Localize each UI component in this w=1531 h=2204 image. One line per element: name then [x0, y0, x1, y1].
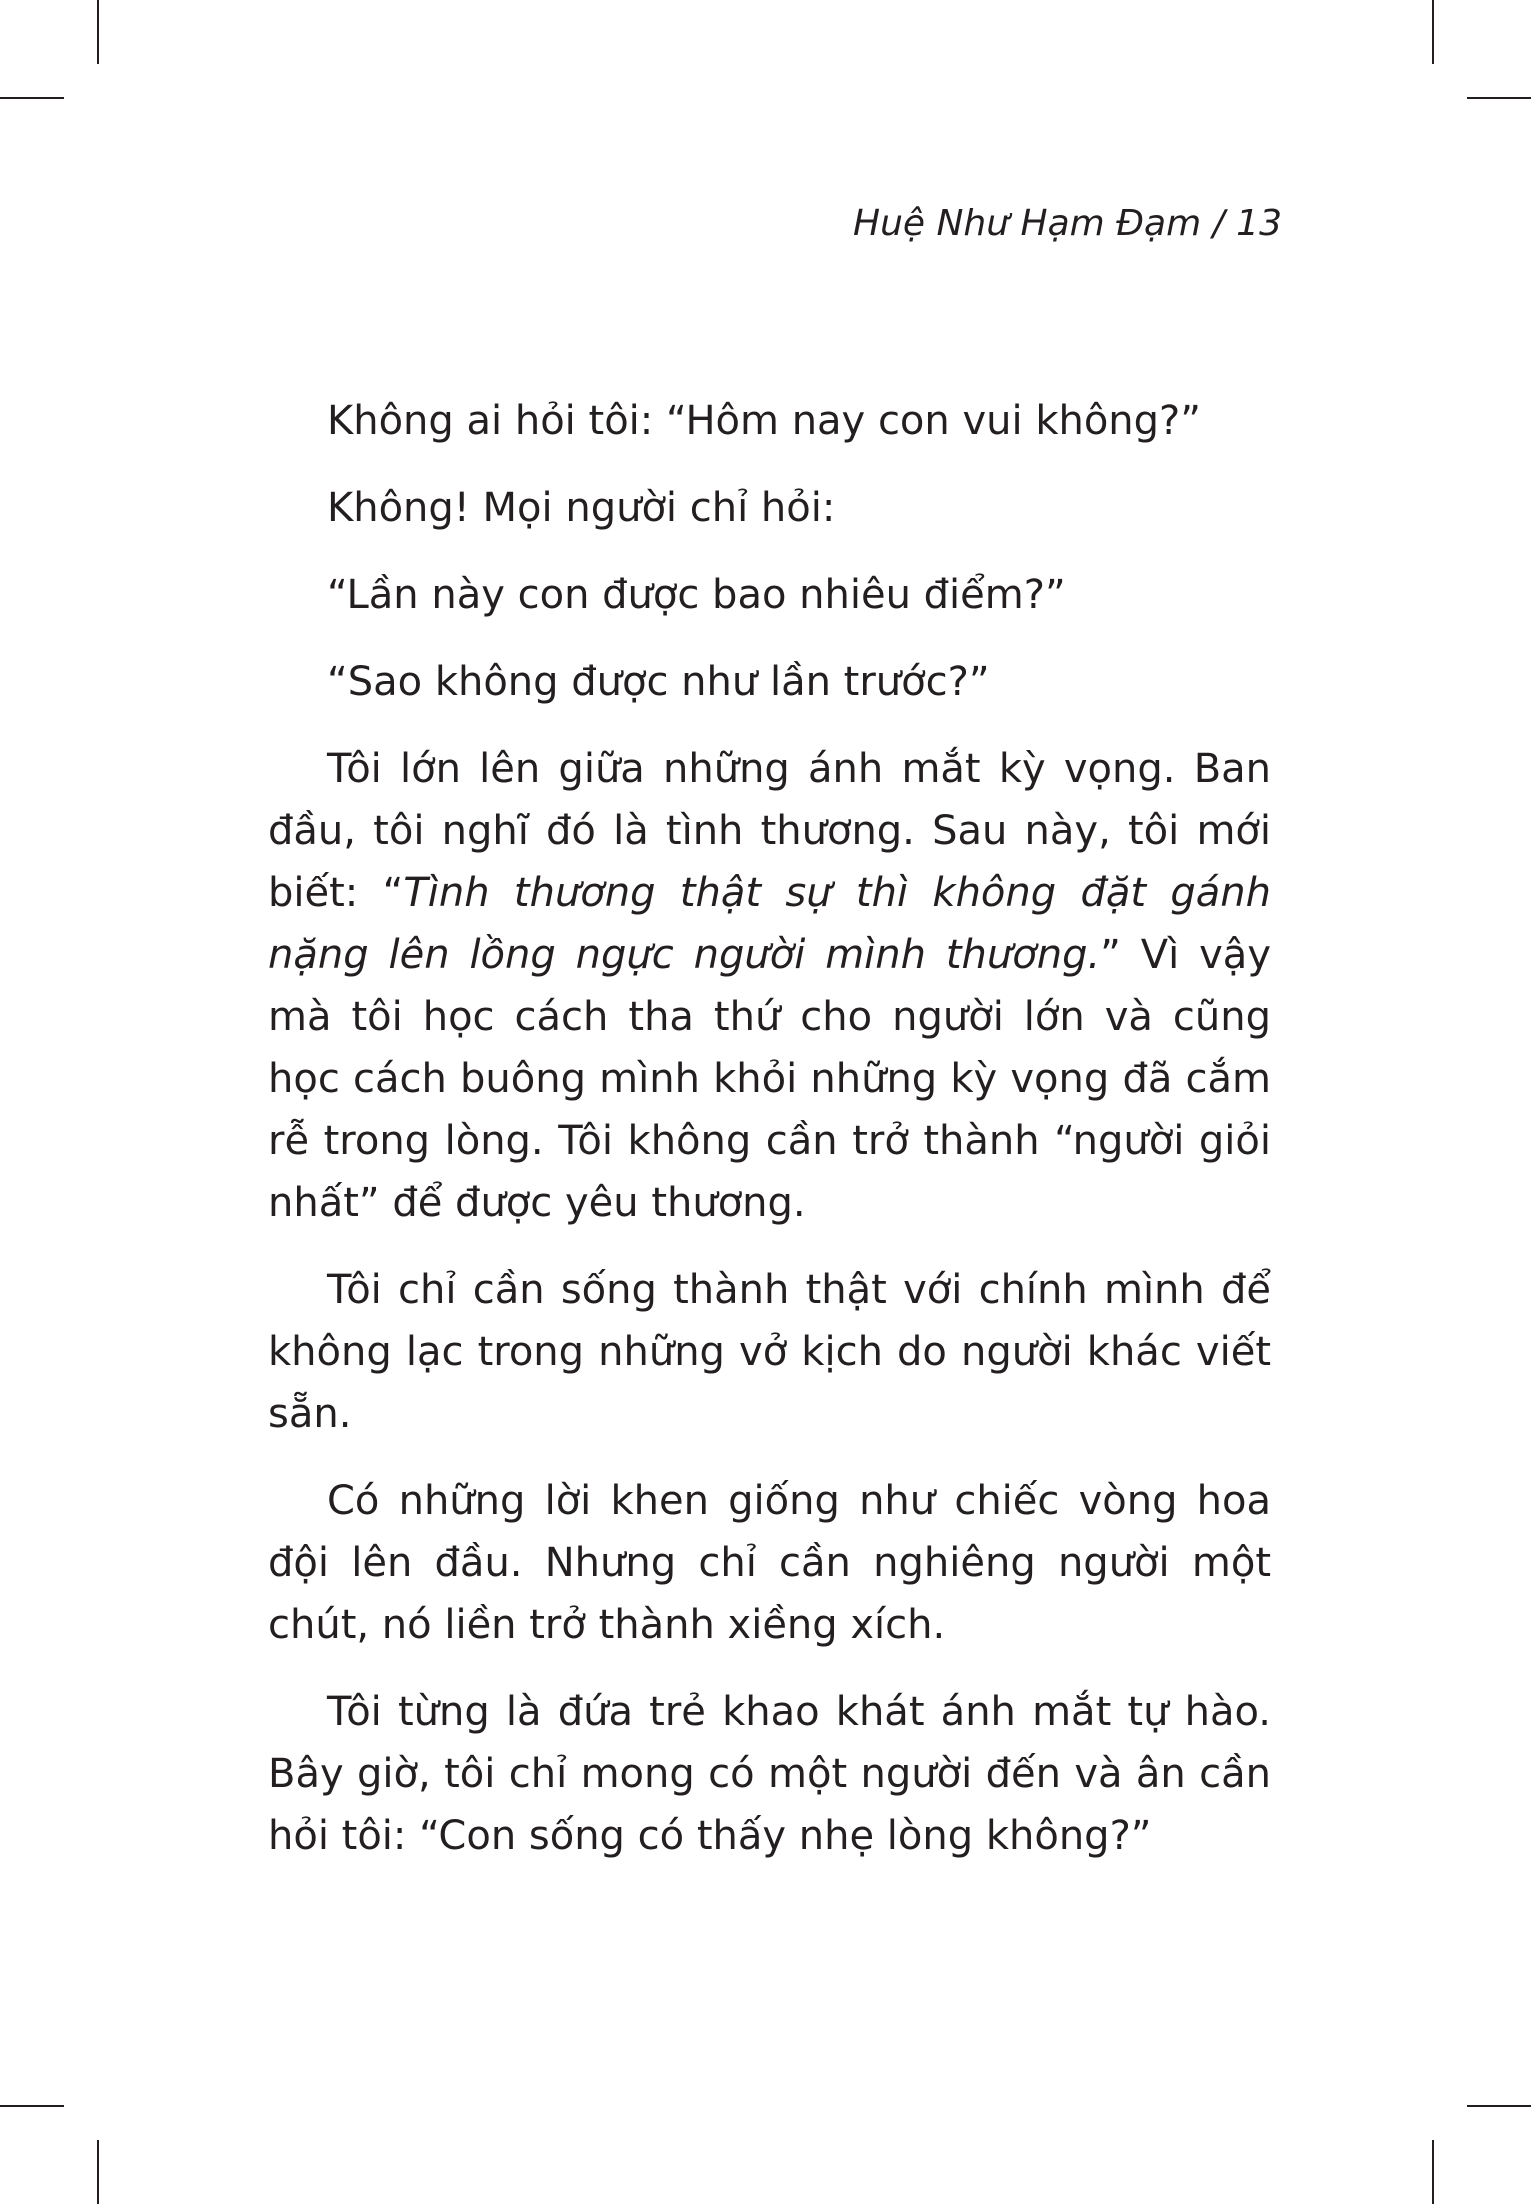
dialogue-line: “Lần này con được bao nhiêu điểm?”: [327, 572, 1066, 618]
paragraph: Tôi từng là đứa trẻ khao khát ánh mắt tự hào. Bây giờ, tôi chỉ mong có một người đến và ân cần hỏi tôi: “Con sống có thấy nhẹ lòng không?”: [268, 1689, 1271, 1859]
crop-mark-bottom-left-horizontal: [0, 2105, 64, 2107]
crop-mark-bottom-right-horizontal: [1467, 2105, 1531, 2107]
crop-mark-bottom-left-vertical: [97, 2140, 99, 2204]
paragraph-text: Tôi lớn lên giữa những ánh mắt kỳ vọng. Ban đầu, tôi nghĩ đó là tình thương. Sau này, tôi mới biết: “: [268, 746, 1271, 916]
paragraph-text: ” Vì vậy mà tôi học cách tha thứ cho người lớn và cũng học cách buông mình khỏi những kỳ vọng đã cắm rễ trong lòng. Tôi không cần trở thành “người giỏi nhất” để được yêu thương.: [268, 932, 1271, 1226]
paragraph: [268, 738, 1271, 1234]
dialogue-line: Không! Mọi người chỉ hỏi:: [327, 485, 836, 531]
crop-mark-bottom-right-vertical: [1432, 2140, 1434, 2204]
dialogue-line: “Sao không được như lần trước?”: [327, 659, 990, 705]
crop-mark-top-left-vertical: [97, 0, 99, 64]
italic-quote: Tình thương thật sự thì không đặt gánh nặng lên lồng ngực người mình thương.: [268, 870, 1271, 978]
crop-mark-top-left-horizontal: [0, 97, 64, 99]
crop-mark-top-right-vertical: [1432, 0, 1434, 64]
paragraph: Có những lời khen giống như chiếc vòng hoa đội lên đầu. Nhưng chỉ cần nghiêng người một chút, nó liền trở thành xiềng xích.: [268, 1478, 1271, 1648]
paragraph: Tôi chỉ cần sống thành thật với chính mình để không lạc trong những vở kịch do người khác viết sẵn.: [268, 1267, 1271, 1437]
running-head: Huệ Như Hạm Đạm / 13: [853, 203, 1282, 244]
dialogue-line: Không ai hỏi tôi: “Hôm nay con vui không?”: [327, 398, 1202, 444]
crop-mark-top-right-horizontal: [1467, 97, 1531, 99]
body-text: [268, 390, 1271, 1892]
